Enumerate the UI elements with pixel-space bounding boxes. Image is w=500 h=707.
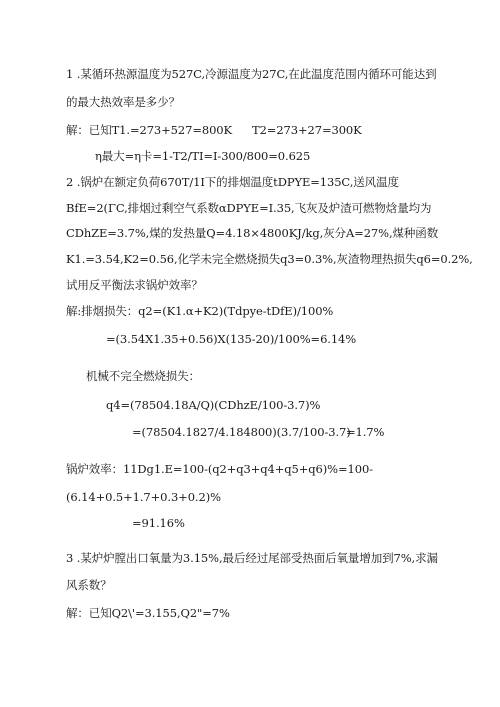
problem-1-line-1: 1 .某循环热源温度为527C,冷源温度为27C,在此温度范围内循环可能达到 [66,67,437,81]
solution-2-exhaust-loss: 解:排烟损失：q2=(K1.α+K2)(Tdpye-tDfE)/100% [66,304,334,318]
solution-2-efficiency-line-2: (6.14+0.5+1.7+0.3+0.2)% [66,490,221,504]
problem-2-line-2: BfE=2(ΓC,排烟过剩空气系数αDPYE=I.35,飞灰及炉渣可燃物焓量均为 [66,201,432,215]
solution-2-q4-result: =1.7% [346,425,385,439]
solution-1-given-t2: T2=273+27=300K [252,123,362,137]
problem-2-line-3: CDhZE=3.7%,煤的发热量Q=4.18×4800KJ/kg,灰分A=27%,煤种函数 [66,226,439,240]
solution-2-efficiency-line-1: 锅炉效率：11Dg1.E=100-(q2+q3+q4+q5+q6)%=100- [66,462,373,476]
problem-2-line-1: 2 .锅炉在额定负荷670T/1I下的排烟温度tDPYE=135C,送风温度 [66,175,399,189]
problem-3-line-1: 3 .某炉炉膛出口氧量为3.15%,最后经过尾部受热面后氧量增加到7%,求漏 [66,551,438,565]
solution-1-result: η最大=η卡=1-T2/TI=I-300/800=0.625 [95,149,311,163]
solution-3-given: 解：已知Q2\'=3.155,Q2"=7% [66,606,230,620]
solution-2-mechanical-heading: 机械不完全燃烧损失： [86,369,200,383]
problem-2-line-4: K1.=3.54,K2=0.56,化学未完全燃烧损失q3=0.3%,灰渣物理热损失q6=0.2%, [66,252,473,266]
solution-2-efficiency-result: =91.16% [132,516,185,530]
solution-2-q4-calc: =(78504.1827/4.184800)(3.7/100-3.7) [132,425,351,439]
problem-1-line-2: 的最大热效率是多少？ [66,95,180,109]
problem-2-line-5: 试用反平衡法求锅炉效率？ [66,278,203,292]
problem-3-line-2: 风系数？ [66,578,112,592]
solution-1-given-t1: 解：已知T1.=273+527=800K [66,123,232,137]
solution-2-exhaust-calc: =(3.54X1.35+0.56)X(135-20)/100%=6.14% [106,332,357,346]
solution-2-q4-formula: q4=(78504.18A/Q)(CDhzE/100-3.7)% [106,398,321,412]
